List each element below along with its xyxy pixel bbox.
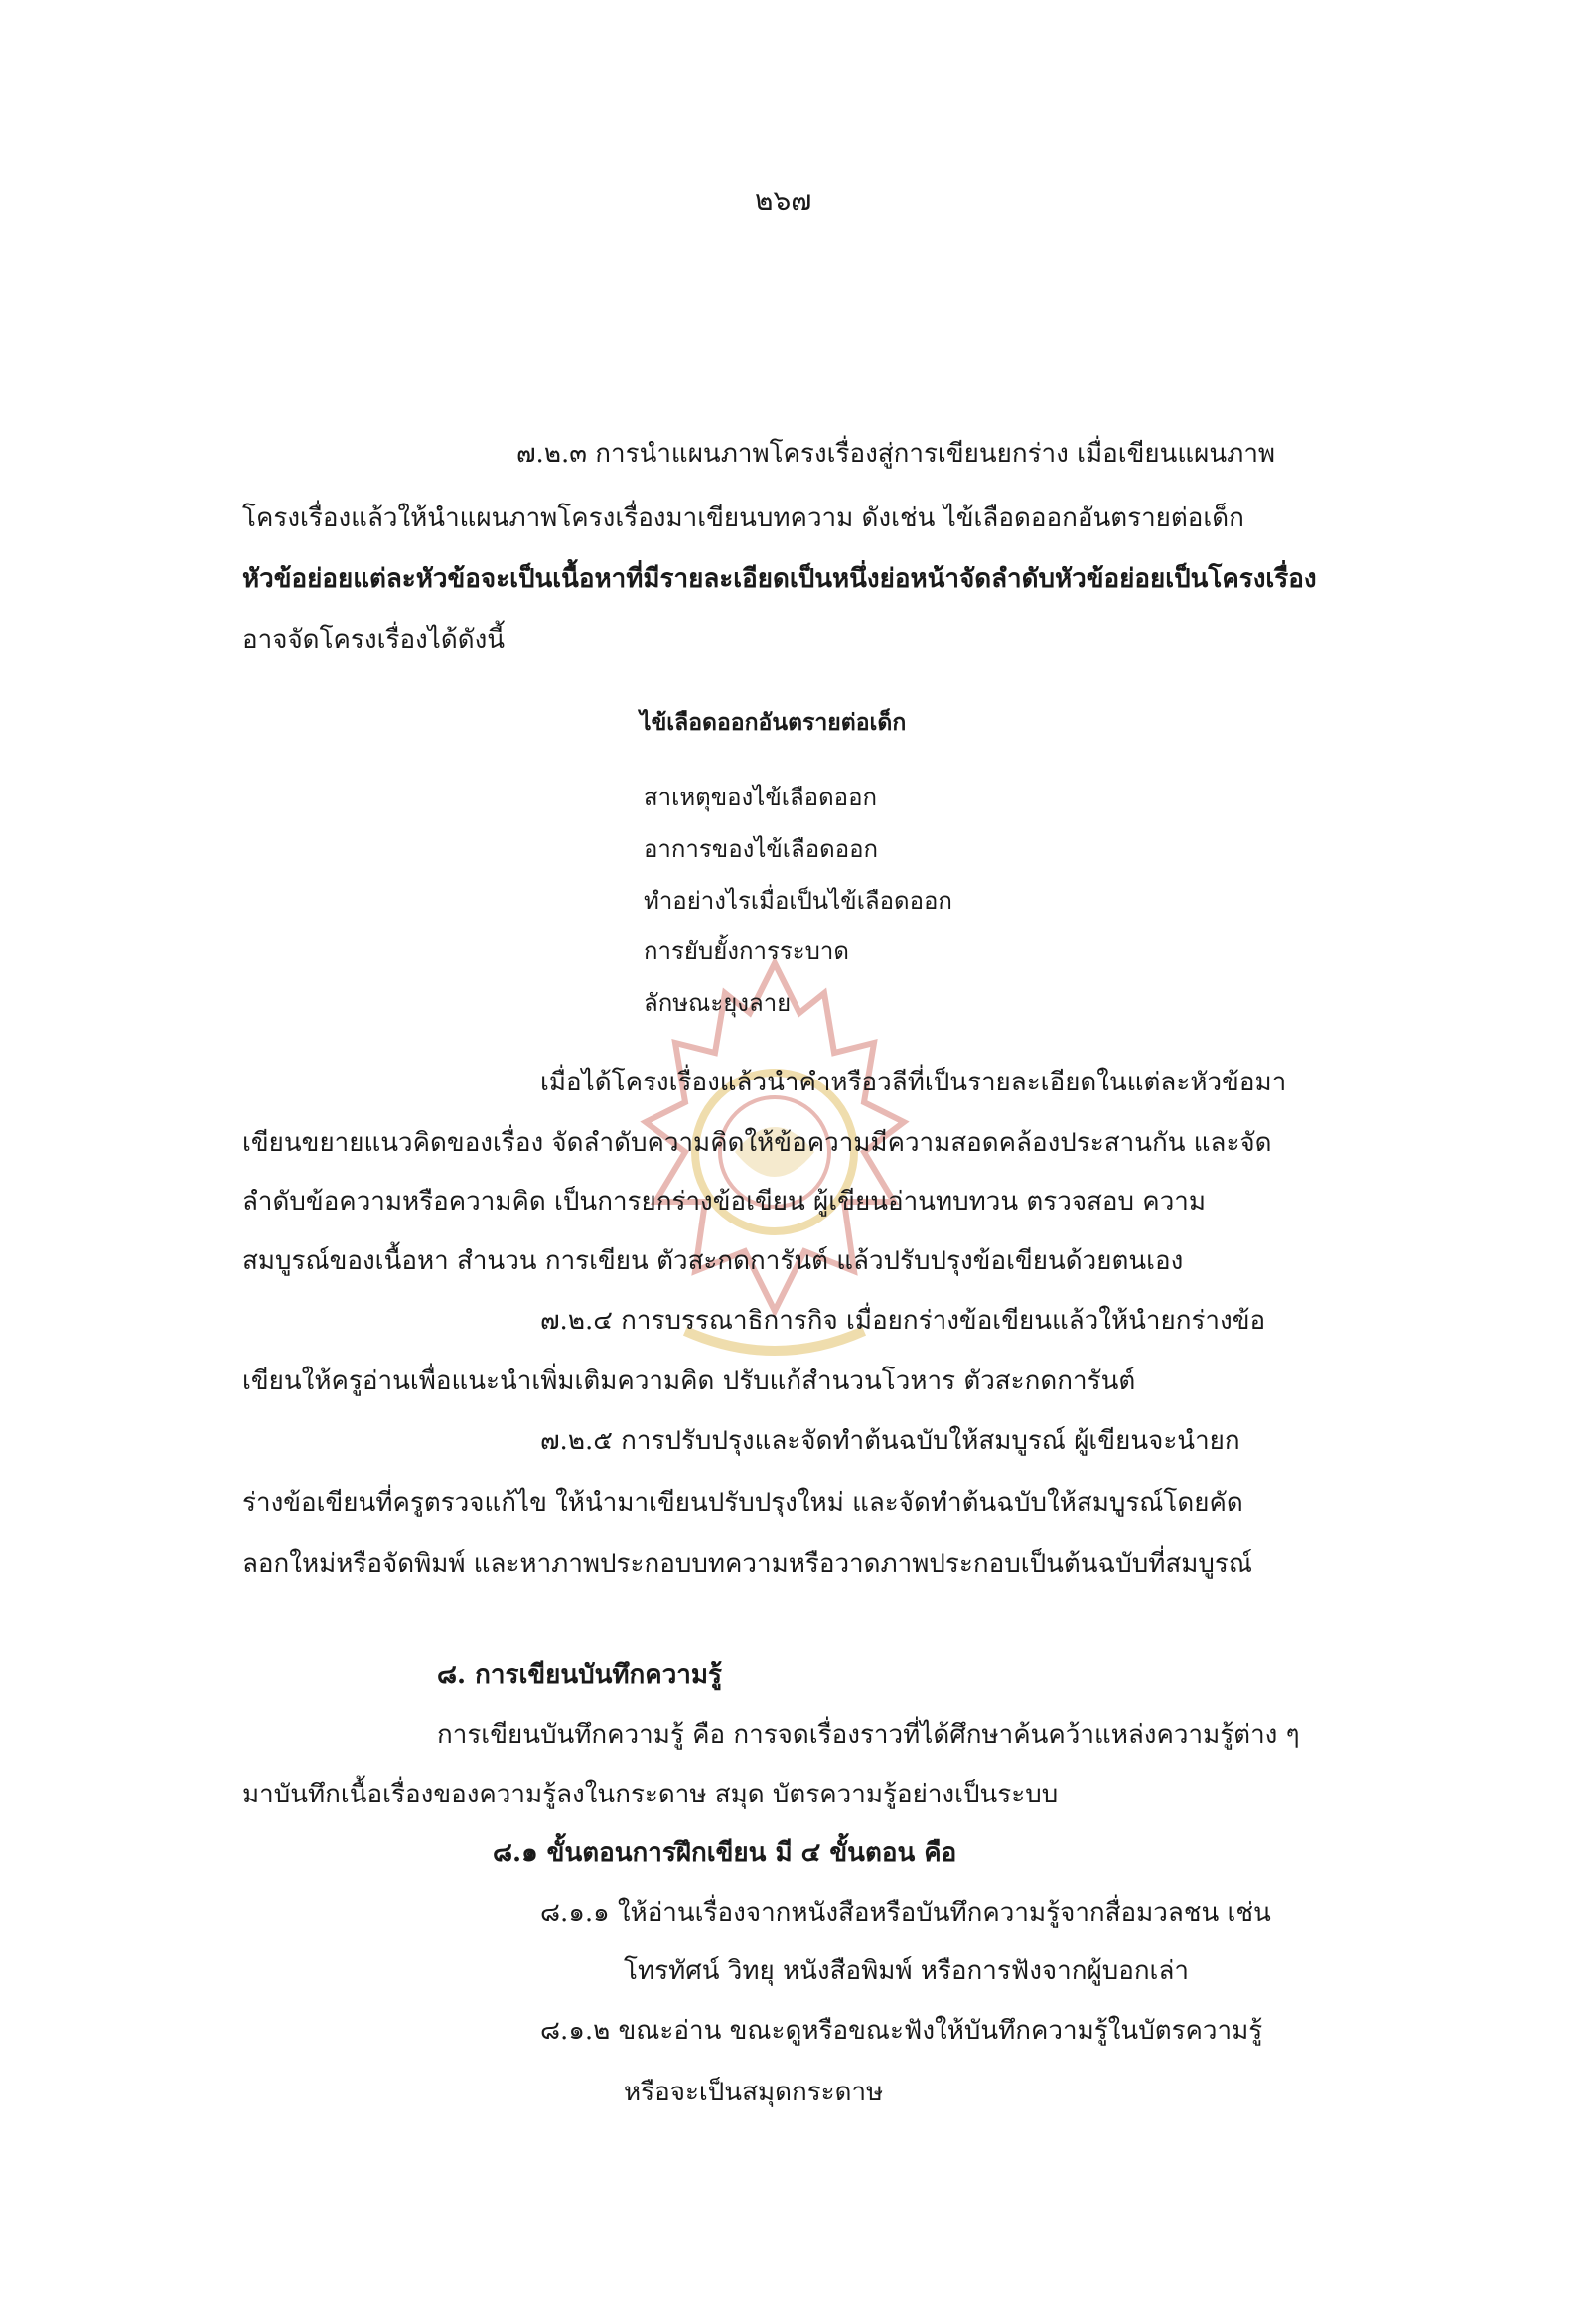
section-7-2-3-line-4: อาจจัดโครงเรื่องได้ดังนี้	[242, 625, 506, 654]
section-7-2-4-line-1: ๗.๒.๔ การบรรณาธิการกิจ เมื่อยกร่างข้อเขียนแล้วให้นำยกร่างข้อ	[540, 1306, 1266, 1336]
section-7-2-3-line-2: โครงเรื่องแล้วให้นำแผนภาพโครงเรื่องมาเขียนบทความ ดังเช่น ไข้เลือดออกอันตรายต่อเด็ก	[242, 504, 1244, 533]
outline-item: สาเหตุของไข้เลือดออก	[644, 784, 878, 811]
section-8-intro-line-2: มาบันทึกเนื้อเรื่องของความรู้ลงในกระดาษ สมุด บัตรความรู้อย่างเป็นระบบ	[242, 1780, 1059, 1809]
draft-paragraph-line-3: ลำดับข้อความหรือความคิด เป็นการยกร่างข้อเขียน ผู้เขียนอ่านทบทวน ตรวจสอบ ความ	[242, 1187, 1207, 1217]
section-8-1-heading: ๘.๑ ขั้นตอนการฝึกเขียน มี ๔ ขั้นตอน คือ	[493, 1838, 957, 1868]
outline-item: ลักษณะยุงลาย	[644, 989, 792, 1017]
page-number: ๒๖๗	[755, 184, 812, 216]
section-8-heading: ๘. การเขียนบันทึกความรู้	[437, 1660, 722, 1690]
step-1-line-2: โทรทัศน์ วิทยุ หนังสือพิมพ์ หรือการฟังจากผู้บอกเล่า	[624, 1956, 1189, 1986]
section-8-intro-line-1: การเขียนบันทึกความรู้ คือ การจดเรื่องราวที่ได้ศึกษาค้นคว้าแหล่งความรู้ต่าง ๆ	[437, 1720, 1300, 1750]
section-7-2-5-line-3: ลอกใหม่หรือจัดพิมพ์ และหาภาพประกอบบทความหรือวาดภาพประกอบเป็นต้นฉบับที่สมบูรณ์	[242, 1549, 1252, 1579]
section-7-2-3-line-3: หัวข้อย่อยแต่ละหัวข้อจะเป็นเนื้อหาที่มีรายละเอียดเป็นหนึ่งย่อหน้าจัดลำดับหัวข้อย่อยเป็นโครงเรื่อง	[242, 564, 1317, 594]
draft-paragraph-line-2: เขียนขยายแนวคิดของเรื่อง จัดลำดับความคิดให้ข้อความมีความสอดคล้องประสานกัน และจัด	[242, 1128, 1272, 1158]
step-2-line-1: ๘.๑.๒ ขณะอ่าน ขณะดูหรือขณะฟังให้บันทึกความรู้ในบัตรความรู้	[540, 2016, 1263, 2046]
draft-paragraph-line-1: เมื่อได้โครงเรื่องแล้วนำคำหรือวลีที่เป็นรายละเอียดในแต่ละหัวข้อมา	[540, 1068, 1287, 1097]
outline-title: ไข้เลือดออกอันตรายต่อเด็ก	[640, 709, 907, 736]
outline-item: ทำอย่างไรเมื่อเป็นไข้เลือดออก	[644, 887, 952, 915]
step-2-line-2: หรือจะเป็นสมุดกระดาษ	[624, 2078, 884, 2107]
outline-item: การยับยั้งการระบาด	[644, 937, 849, 965]
section-7-2-4-line-2: เขียนให้ครูอ่านเพื่อแนะนำเพิ่มเติมความคิด ปรับแก้สำนวนโวหาร ตัวสะกดการันต์	[242, 1367, 1136, 1396]
section-7-2-5-line-2: ร่างข้อเขียนที่ครูตรวจแก้ไข ให้นำมาเขียนปรับปรุงใหม่ และจัดทำต้นฉบับให้สมบูรณ์โดยคัด	[242, 1488, 1243, 1517]
step-1-line-1: ๘.๑.๑ ให้อ่านเรื่องจากหนังสือหรือบันทึกความรู้จากสื่อมวลชน เช่น	[540, 1898, 1271, 1928]
outline-item: อาการของไข้เลือดออก	[644, 835, 879, 863]
section-7-2-3-line-1: ๗.๒.๓ การนำแผนภาพโครงเรื่องสู่การเขียนยกร่าง เมื่อเขียนแผนภาพ	[516, 439, 1276, 469]
draft-paragraph-line-4: สมบูรณ์ของเนื้อหา สำนวน การเขียน ตัวสะกดการันต์ แล้วปรับปรุงข้อเขียนด้วยตนเอง	[242, 1246, 1184, 1276]
section-7-2-5-line-1: ๗.๒.๕ การปรับปรุงและจัดทำต้นฉบับให้สมบูรณ์ ผู้เขียนจะนำยก	[540, 1426, 1240, 1456]
